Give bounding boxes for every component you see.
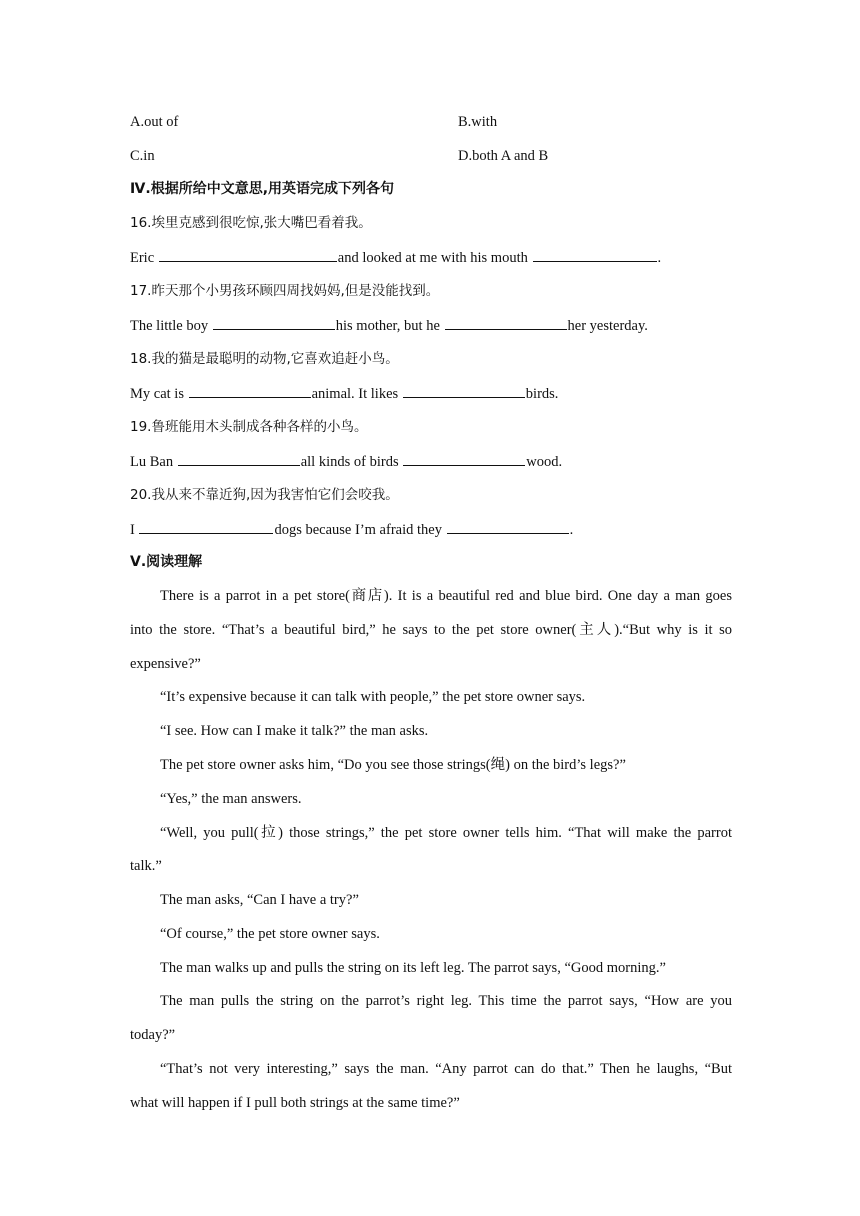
- passage-line: “Well, you pull(拉) those strings,” the pet store owner tells him. “That will make the parrot: [160, 825, 732, 841]
- q16-chinese: 16.埃里克感到很吃惊,张大嘴巴看着我。: [130, 215, 372, 231]
- q18-text-3: birds.: [525, 386, 559, 402]
- q20-text-3: .: [569, 522, 574, 538]
- q20-blank-1[interactable]: [139, 520, 273, 534]
- option-row-2: [130, 147, 155, 165]
- passage-line: today?”: [130, 1027, 176, 1043]
- q19-text-3: wood.: [526, 454, 563, 470]
- q17-blank-2[interactable]: [445, 316, 567, 330]
- passage-line: The man pulls the string on the parrot’s right leg. This time the parrot says, “How are you: [160, 993, 732, 1009]
- q17-text-1: The little boy: [130, 318, 212, 334]
- q18-blank-2[interactable]: [403, 384, 525, 398]
- passage-line: The man walks up and pulls the string on its left leg. The parrot says, “Good morning.”: [160, 960, 666, 976]
- q19-text-2: all kinds of birds: [300, 454, 403, 470]
- section-4-heading: Ⅳ.根据所给中文意思,用英语完成下列各句: [130, 181, 395, 197]
- q19-blank-1[interactable]: [178, 452, 300, 466]
- q20-chinese: 20.我从来不靠近狗,因为我害怕它们会咬我。: [130, 487, 399, 503]
- q16-text-3: .: [657, 250, 662, 266]
- q19-text-1: Lu Ban: [130, 454, 177, 470]
- q19-blank-2[interactable]: [403, 452, 525, 466]
- passage-line: “Of course,” the pet store owner says.: [160, 926, 380, 942]
- q17-text-2: his mother, but he: [335, 318, 444, 334]
- option-c: C.in: [130, 148, 155, 164]
- q19-english: [130, 452, 562, 471]
- q20-blank-2[interactable]: [447, 520, 569, 534]
- q18-text-2: animal. It likes: [311, 386, 402, 402]
- passage-line: “That’s not very interesting,” says the man. “Any parrot can do that.” Then he laughs, “But: [160, 1061, 732, 1077]
- option-b: B.with: [458, 114, 498, 130]
- q18-english: [130, 384, 558, 403]
- q17-blank-1[interactable]: [213, 316, 335, 330]
- q16-blank-1[interactable]: [159, 248, 337, 262]
- q17-chinese: 17.昨天那个小男孩环顾四周找妈妈,但是没能找到。: [130, 283, 440, 299]
- passage-line: expensive?”: [130, 656, 201, 672]
- q20-english: [130, 520, 573, 539]
- option-a: A.out of: [130, 114, 179, 130]
- passage-line: “Yes,” the man answers.: [160, 791, 302, 807]
- q19-chinese: 19.鲁班能用木头制成各种各样的小鸟。: [130, 419, 368, 435]
- q16-text-2: and looked at me with his mouth: [337, 250, 532, 266]
- passage-line: “It’s expensive because it can talk with people,” the pet store owner says.: [160, 689, 586, 705]
- passage-line: The pet store owner asks him, “Do you see those strings(绳) on the bird’s legs?”: [160, 757, 626, 773]
- passage-line: into the store. “That’s a beautiful bird,” he says to the pet store owner(主人).“But why is it so: [130, 622, 732, 638]
- option-d: D.both A and B: [458, 148, 549, 164]
- q17-text-3: her yesterday.: [567, 318, 648, 334]
- q18-chinese: 18.我的猫是最聪明的动物,它喜欢追赶小鸟。: [130, 351, 399, 367]
- section-5-heading: Ⅴ.阅读理解: [130, 554, 203, 570]
- passage-line: talk.”: [130, 858, 162, 874]
- passage-line: “I see. How can I make it talk?” the man asks.: [160, 723, 429, 739]
- option-b-row: [458, 113, 497, 131]
- passage-line: what will happen if I pull both strings at the same time?”: [130, 1095, 460, 1111]
- q16-blank-2[interactable]: [533, 248, 657, 262]
- q17-english: [130, 316, 648, 335]
- q16-text-1: Eric: [130, 250, 158, 266]
- passage-line: The man asks, “Can I have a try?”: [160, 892, 359, 908]
- q18-blank-1[interactable]: [189, 384, 311, 398]
- q18-text-1: My cat is: [130, 386, 188, 402]
- passage-line: There is a parrot in a pet store(商店). It is a beautiful red and blue bird. One day a man goes: [160, 588, 732, 604]
- option-d-row: [458, 147, 548, 165]
- q20-text-2: dogs because I’m afraid they: [274, 522, 446, 538]
- q20-text-1: I: [130, 522, 139, 538]
- q16-english: [130, 248, 661, 267]
- option-row-1: [130, 113, 178, 131]
